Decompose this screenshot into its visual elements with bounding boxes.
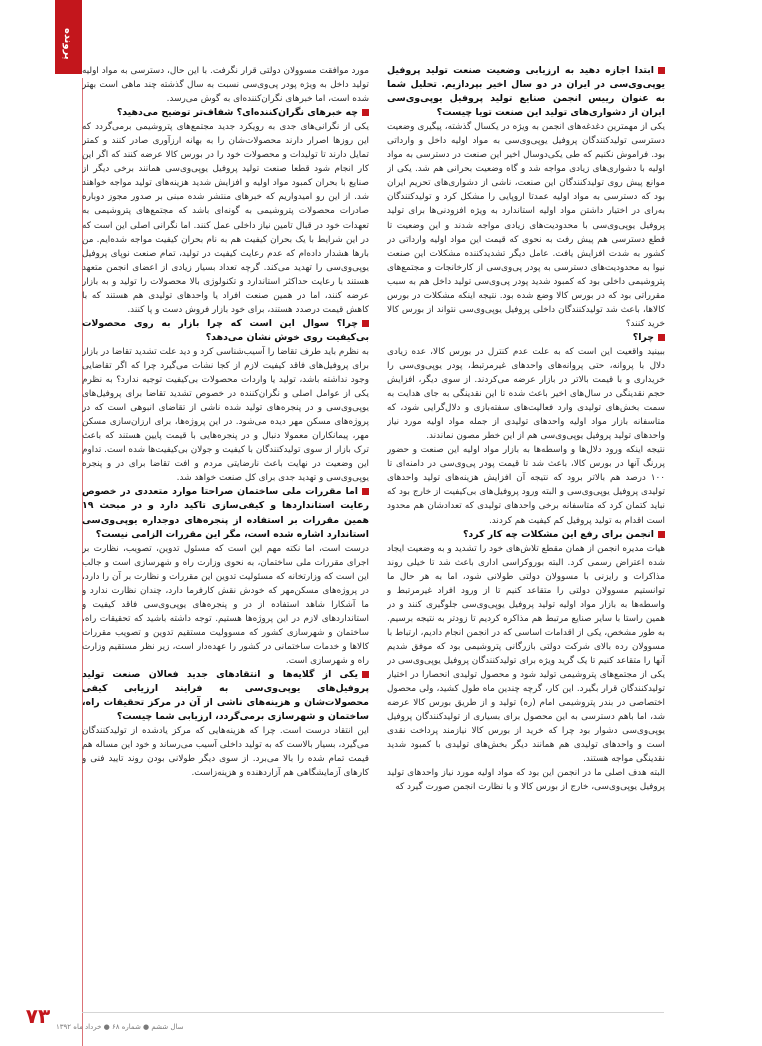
interview-question: انجمن برای رفع این مشکلات چه کار کرد؟ [387, 528, 665, 542]
answer-paragraph: مورد موافقت مسوولان دولتی قرار نگرفت. با این حال، دسترسی به مواد اولیه تولید داخل به ویژه پودر پی‌وی‌سی نسبت به سال گذشته چند ماهی است بهتر شده است، اما خبرهای نگران‌کننده‌ای به گوش می‌رسد. [82, 66, 369, 105]
interview-question: چرا؟ سوال این است که چرا بازار به روی محصولات بی‌کیفیت روی خوش نشان می‌دهد؟ [82, 317, 369, 345]
left-column [82, 64, 369, 1004]
interview-question: اما مقررات ملی ساختمان صراحتا موارد متعددی در خصوص رعایت استانداردها و کیفی‌سازی تاکید دارد و در مبحث ۱۹ همین مقررات بر استفاده از پنجره‌های دوجداره یوپی‌وی‌سی استاندارد اشاره شده است، مگر این مقررات الزامی نیست؟ [82, 485, 369, 541]
interview-question: چرا؟ [387, 331, 665, 345]
interview-question: ابتدا اجازه دهید به ارزیابی وضعیت صنعت تولید پروفیل یوپی‌وی‌سی در ایران در دو سال اخیر بپردازیم. تحلیل شما به عنوان رییس انجمن صنایع تولید پروفیل یوپی‌وی‌سی ایران از دشواری‌های تولید این صنعت تویا چیست؟ [387, 64, 665, 120]
answer-paragraph: نتیجه اینکه ورود دلال‌ها و واسطه‌ها به بازار مواد اولیه این صنعت و حضور پررنگ آنها در بورس کالا، باعث شد تا قیمت پودر پی‌وی‌سی در دامنه‌ای تا ۱۰۰ درصد هم بالاتر برود که نتیجه آن افزایش هزینه‌های تولید واحدهای تولیدی پروفیل یوپی‌وی‌سی و البته ورود پروفیل‌های بی‌کیفیت از خارج بود که نباید کتمان کرد که متاسفانه برخی واحدهای تولیدی که تعدادشان هم محدود است اقدام به تولید پروفیل کم کیفیت هم کردند. [387, 445, 665, 526]
interview-question: یکی از گلایه‌ها و انتقادهای جدید فعالان صنعت تولید پروفیل‌های یوپی‌وی‌سی به فرایند ارزیابی کیفی محصولات‌شان و هزینه‌های ناشی از آن در مرکز تحقیقات راه، ساختمان و شهرسازی برمی‌گردد، ارزیابی شما چیست؟ [82, 668, 369, 724]
footer-divider [82, 1012, 664, 1013]
answer-paragraph: یکی از نگرانی‌های جدی به رویکرد جدید مجتمع‌های پتروشیمی برمی‌گردد که این روزها اصرار دارند محصولات‌شان را به بهانه ارزآوری صادر کنند و کمتر تمایل دارند تا تولیدات و محصولات خود را در بورس کالا عرضه کنند که اگر این کار انجام شود قطعا صنعت تولید پروفیل یوپی‌وی‌سی همانند برخی دیگر از صنایع با بحران کمبود مواد اولیه و افزایش شدید هزینه‌های تولید مواجه خواهند شد. از این رو امیدواریم که خبرهای منتشر شده مبنی بر صدور مجوز دوباره صادرات محصولات پتروشیمی به گونه‌ای باشد که مجتمع‌های پتروشیمی به تعهدات خود در قبال تامین نیاز داخلی عمل کنند. اما نگرانی اصلی این است که در این شرایط با یک بحران کیفیت هم به نام بحران کیفیت مواجه شده‌ایم. من بارها هشدار داده‌ام که عدم رعایت کیفیت در تولید، تمام صنعت نوپای پروفیل یوپی‌وی‌سی را تهدید می‌کند. گرچه تعداد بسیار زیادی از اعضای انجمن متعهد هستند با رعایت حداکثر استاندارد و تکنولوژی بالا محصولات را تولید و به بازار عرضه کنند، اما در همین صنعت افراد یا واحدهای تولیدی هم هستند که با کاهش قیمت درصدد هستند، برای خود بازار فروش دست و پا کنند. [82, 122, 369, 315]
answer-paragraph: هیات مدیره انجمن از همان مقطع تلاش‌های خود را تشدید و به وضعیت ایجاد شده اعتراض رسمی کرد. البته بوروکراسی اداری باعث شد تا خیلی روند مذاکرات و رایزنی با مسوولان دولتی طولانی شود، اما به هر حال ما توانستیم مسوولان دولتی را متقاعد کنیم تا از ورود افراد غیرمرتبط و واسطه‌ها به بازار مواد اولیه تولید پروفیل یوپی‌وی‌سی جلوگیری کنند و در همین راستا با سایر صنایع مرتبط هم مذاکره کردیم تا زودتر به نتیجه برسیم. به طور مشخص، یکی از اقدامات اساسی که در انجمن انجام دادیم، ارتباط با مسوولان رده بالای شرکت دولتی بازرگانی پتروشیمی بود که موفق شدیم آنها را متقاعد کنیم تا یک گرید ویژه برای تولیدکنندگان پروفیل یوپی‌وی‌سی در یکی از مجتمع‌های پتروشیمی تولید شود و محصول تولیدی انحصارا در اختیار تولیدکنندگان قرار بگیرد. این کار، گرچه چندین ماه طول کشید، ولی محصول اختصاصی در بندر پتروشیمی امام (ره) تولید و از طریق بورس کالا عرضه شد، اما باهم دسترسی به این محصول برای بسیاری از تولیدکنندگان پروفیل یوپی‌وی‌سی دشوار بود چرا که خرید از بورس کالا نیازمند پرداخت نقدی است و واحدهای تولیدی هم همانند دیگر بخش‌های تولیدی با کمبود شدید نقدینگی مواجه هستند. [387, 543, 665, 765]
answer-paragraph: درست است، اما نکته مهم این است که مسئول تدوین، تصویب، نظارت بر اجرای مقررات ملی ساختمان، به نحوی وزارت راه و شهرسازی است و جالب این است که وزارتخانه که مسئولیت تدوین این مقررات و نظارت بر آن را دارد، در پروژه‌های مسکن‌مهر که خودش نقش کارفرما دارد، چندان نظارت ندارد و ما آشکارا شاهد استفاده از در و پنجره‌های یوپی‌وی‌سی فاقد کیفیت و استانداردهای لازم در این پروژه‌ها هستیم. توجه داشته باشید که تحقیقات راه، ساختمان و شهرسازی کشور که مسوولیت مستقیم تدوین و تصویب مقررات کالاها و خدمات ساختمانی در کشور را عهده‌دار است، زیر نظر مستقیم وزارت راه و شهرسازی است. [82, 543, 369, 666]
answer-paragraph: یکی از مهمترین دغدغه‌های انجمن به ویژه در یکسال گذشته، پیگیری وضعیت دسترسی تولیدکنندگان پروفیل یوپی‌وی‌سی به مواد اولیه داخل و وارداتی بود. فراموش نکنیم که طی یکی‌دوسال اخیر این صنعت در دسترسی به مواد اولیه با دشواری‌های زیادی مواجه شد و گاه وضعیت بحرانی هم شد. یکی از موانع پیش روی تولیدکنندگان این صنعت، ناشی از دشواری‌های تحریم ایران بود که دسترسی به مواد اولیه عمدتا اروپایی را مشکل کرد و تولیدکنندگان به‌رای در اختیار داشتن مواد اولیه استاندارد به ویژه افزودنی‌ها برای تولید پروفیل یوپی‌وی‌سی با محدودیت‌های زیادی مواجه شدند و این وضعیت تا قطع دسترسی هم پیش رفت به نحوی که قیمت این مواد اولیه وارداتی در کشور به شدت افزایش یافت. عامل دیگر تشدیدکننده مشکلات این صنعت نیوا به محدودیت‌های دسترسی به پودر پی‌وی‌سی از کارخانجات و مجتمع‌های پتروشیمی داخلی بود که کمبود شدید پودر پی‌وی‌سی تولید داخل هم به سبب مقرراتی بود که در بورس کالا وضع شده بود. نتیجه اینکه مشکلات در بورس کالاها، باعث شد تولیدکنندگان داخلی پروفیل یوپی‌وی‌سی نتواند از بورس کالا خرید کنند؟ [387, 122, 665, 329]
interview-question: چه خبرهای نگران‌کننده‌ای؟ شفاف‌تر توضیح می‌دهید؟ [82, 106, 369, 120]
answer-paragraph: ببینید واقعیت این است که به علت عدم کنترل در بورس کالا، عده زیادی دلال با پروانه، حتی پروانه‌های واحدهای غیرمرتبط، پودر یوپی‌وی‌سی را خریداری و با قیمت بالاتر در بازار عرضه می‌کردند. از سوی دیگر، افزایش حجم نقدینگی در سال‌های اخیر باعث شده تا این نقدینگی به جای هدایت به سمت بخش‌های تولیدی وارد فعالیت‌های سفته‌بازی و دلال‌گرایی شود، که متاسفانه بازار مواد اولیه واحدهای تولیدی از جمله مواد اولیه مورد نیاز واحدهای تولید پروفیل یوپی‌وی‌سی هم از این خطر مصون نماندند. [387, 346, 665, 442]
issue-info: سال ششم ● شماره ۶۸ ● خرداد ماه ۱۳۹۲ [56, 1023, 184, 1031]
answer-paragraph: البته هدف اصلی ما در انجمن این بود که مواد اولیه مورد نیاز واحدهای تولید پروفیل یوپی‌وی‌سی، خارج از بورس کالا و با نظارت انجمن صورت گیرد که [387, 768, 665, 793]
section-label: پرونده [62, 28, 73, 60]
answer-paragraph: به نظرم باید طرف تقاضا را آسیب‌شناسی کرد و دید علت تشدید تقاضا در بازار برای پروفیل‌های فاقد کیفیت لازم از کجا نشات می‌گیرد چرا که اگر تقاضایی وجود نداشته باشد، تولید یا واردات محصولات بی‌کیفیت توجیه ندارد؟ به نظرم یکی از عوامل اصلی و نگران‌کننده در خصوص تشدید تقاضا برای پروفیل‌های یوپی‌وی‌سی و در پنجره‌های تولید شده ناشی از تقاضای انبوهی است که در پروژه‌های مسکن مهر دیده می‌شود. در این پروژه‌ها، برای ارزان‌سازی مسکن مهر، پیمانکاران معمولا دنبال و در پنجره‌هایی با قیمت پایین هستند که باعث ترک بازار از سوی تولیدکنندگان با کیفیت و جولان بی‌کیفیت‌ها شده است. تداوم این وضعیت در نهایت باعث نارضایتی مردم و افت تقاضا برای در و پنجره یوپی‌وی‌سی و تهدید جدی برای کل صنعت خواهد شد. [82, 346, 369, 484]
answer-paragraph: این انتقاد درست است. چرا که هزینه‌هایی که مرکز یادشده از تولیدکنندگان می‌گیرد، بسیار بالاست که به تولید داخلی آسیب می‌رساند و خود این مساله هم قیمت تمام شده را بالا می‌برد. از سوی دیگر طولانی بودن روند تایید فنی و کارهای آزمایشگاهی هم آزاردهنده و هزینه‌زاست. [82, 726, 369, 779]
section-tab [55, 0, 82, 74]
right-column [387, 64, 665, 1004]
page-number: ۷۳ [25, 1004, 51, 1028]
